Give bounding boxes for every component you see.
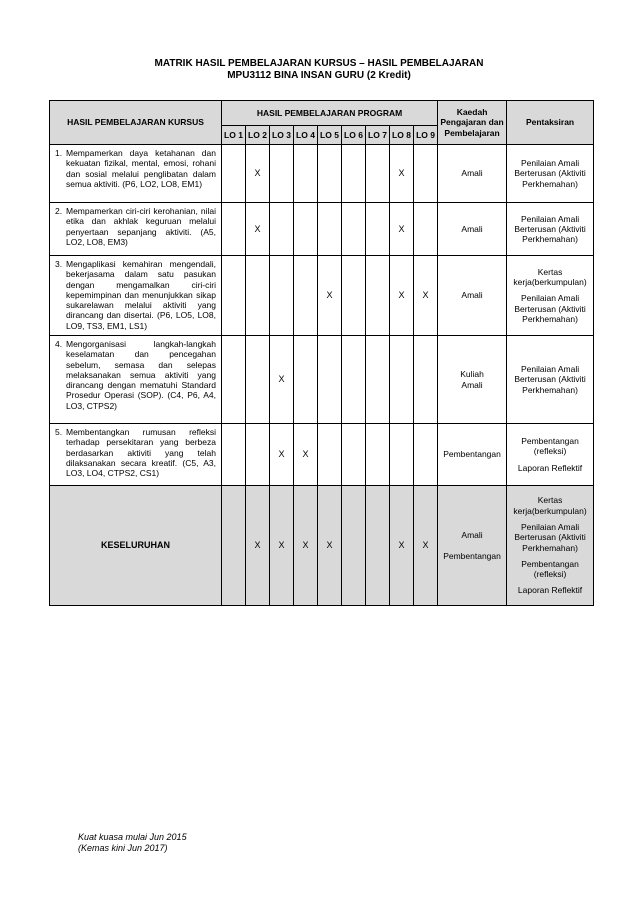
- assessment-item: Penilaian Amali Berterusan (Aktiviti Perkhemahan): [514, 364, 586, 395]
- outcome-number: 1.: [55, 148, 63, 158]
- assessment-cell: [507, 256, 594, 336]
- overall-lo-mark-cell: X: [414, 486, 438, 606]
- header-lo-6: LO 6: [342, 126, 366, 145]
- lo-mark-cell: [294, 336, 318, 424]
- assessment-cell: [507, 145, 594, 203]
- lo-mark-cell: [222, 424, 246, 486]
- assessment-item: Pembentangan (refleksi): [521, 558, 579, 580]
- overall-lo-mark-cell: X: [246, 486, 270, 606]
- outcome-text: Mempamerkan daya ketahanan dan kekuatan fizikal, mental, emosi, rohani dan sosial melalui penglibatan dalam semua aktiviti. (P6, LO2, LO8, EM1): [66, 148, 216, 189]
- lo-mark-cell: [222, 145, 246, 203]
- overall-lo-mark-cell: X: [270, 486, 294, 606]
- lo-mark-cell: [342, 256, 366, 336]
- method-item: Amali: [461, 379, 483, 390]
- assessment-item: Kertas kerja(berkumpulan): [513, 266, 587, 288]
- outcome-number: 4.: [55, 339, 63, 349]
- lo-mark-cell: [294, 203, 318, 256]
- header-course-outcomes: HASIL PEMBELAJARAN KURSUS: [50, 101, 222, 145]
- lo-mark-cell: [414, 203, 438, 256]
- outcome-number: 2.: [55, 206, 63, 216]
- lo-mark-cell: X: [390, 145, 414, 203]
- overall-lo-mark-cell: X: [390, 486, 414, 606]
- header-lo-9: LO 9: [414, 126, 438, 145]
- lo-mark-cell: X: [318, 256, 342, 336]
- lo-mark-cell: [222, 256, 246, 336]
- method-item: Amali: [461, 168, 483, 179]
- method-item: Pembentangan: [443, 550, 501, 561]
- assessment-item: Penilaian Amali Berterusan (Aktiviti Perkhemahan): [514, 521, 586, 553]
- assessment-cell: [507, 203, 594, 256]
- course-outcome-cell: [50, 336, 222, 424]
- lo-mark-cell: [318, 203, 342, 256]
- lo-mark-cell: [390, 424, 414, 486]
- overall-assessment-cell: [507, 486, 594, 606]
- lo-mark-cell: [270, 203, 294, 256]
- teaching-method-cell: [438, 203, 507, 256]
- method-item: Kuliah: [460, 369, 484, 380]
- assessment-cell: [507, 424, 594, 486]
- lo-mark-cell: [318, 336, 342, 424]
- lo-mark-cell: [318, 424, 342, 486]
- method-item: Amali: [461, 290, 483, 301]
- course-outcome-cell: [50, 256, 222, 336]
- document-subtitle: MPU3112 BINA INSAN GURU (2 Kredit): [227, 70, 411, 81]
- lo-mark-cell: X: [390, 203, 414, 256]
- overall-method-cell: [438, 486, 507, 606]
- lo-mark-cell: [366, 336, 390, 424]
- lo-mark-cell: [270, 256, 294, 336]
- course-outcome-cell: [50, 424, 222, 486]
- header-lo-3: LO 3: [270, 126, 294, 145]
- header-assessment: Pentaksiran: [507, 101, 594, 145]
- assessment-item: Laporan Reflektif: [517, 585, 583, 596]
- lo-mark-cell: [366, 424, 390, 486]
- assessment-cell: [507, 336, 594, 424]
- lo-mark-cell: [246, 336, 270, 424]
- lo-mark-cell: X: [414, 256, 438, 336]
- lo-mark-cell: X: [270, 336, 294, 424]
- assessment-item: Laporan Reflektif: [517, 462, 583, 473]
- outcome-text: Mempamerkan ciri-ciri kerohanian, nilai etika dan akhlak keguruan melalui penyertaan sepanjang aktiviti. (A5, LO2, LO8, EM3): [66, 206, 216, 247]
- lo-mark-cell: [414, 145, 438, 203]
- lo-mark-cell: X: [270, 424, 294, 486]
- table-row: [50, 203, 594, 256]
- lo-mark-cell: [222, 336, 246, 424]
- overall-lo-mark-cell: [222, 486, 246, 606]
- teaching-method-cell: [438, 145, 507, 203]
- lo-mark-cell: [246, 424, 270, 486]
- assessment-item: Penilaian Amali Berterusan (Aktiviti Perkhemahan): [514, 158, 586, 189]
- course-outcome-cell: [50, 145, 222, 203]
- overall-lo-mark-cell: [342, 486, 366, 606]
- teaching-method-cell: [438, 256, 507, 336]
- teaching-method-cell: [438, 424, 507, 486]
- lo-mark-cell: [342, 424, 366, 486]
- header-lo-4: LO 4: [294, 126, 318, 145]
- assessment-item: Pembentangan (refleksi): [521, 436, 579, 457]
- method-item: Amali: [461, 223, 483, 234]
- lo-mark-cell: [390, 336, 414, 424]
- lo-mark-cell: [342, 145, 366, 203]
- method-item: Pembentangan: [443, 449, 501, 460]
- lo-mark-cell: [366, 203, 390, 256]
- matrix-body: [50, 145, 594, 606]
- outcome-number: 5.: [55, 427, 63, 437]
- outcome-text: Mengaplikasi kemahiran mengendali, bekerjasama dalam satu pasukan dengan mengamalkan ciri-ciri kepemimpinan dan menunjukkan sikap sukarelawan melalui aktiviti yang dirancang dan disertai. (P6, LO5, LO8, LO9, TS3, EM1, LS1): [66, 259, 216, 331]
- document-title: MATRIK HASIL PEMBELAJARAN KURSUS – HASIL PEMBELAJARAN: [154, 58, 484, 69]
- revision-date-note: (Kemas kini Jun 2017): [78, 843, 168, 853]
- teaching-method-cell: [438, 336, 507, 424]
- lo-mark-cell: X: [246, 203, 270, 256]
- lo-mark-cell: [246, 256, 270, 336]
- lo-mark-cell: [318, 145, 342, 203]
- lo-mark-cell: [414, 336, 438, 424]
- header-lo-5: LO 5: [318, 126, 342, 145]
- outcome-number: 3.: [55, 259, 63, 269]
- assessment-item: Penilaian Amali Berterusan (Aktiviti Perkhemahan): [514, 293, 586, 324]
- table-row: [50, 256, 594, 336]
- lo-mark-cell: X: [246, 145, 270, 203]
- table-row: [50, 336, 594, 424]
- lo-mark-cell: [414, 424, 438, 486]
- header-lo-2: LO 2: [246, 126, 270, 145]
- lo-mark-cell: X: [294, 424, 318, 486]
- assessment-item: Kertas kerja(berkumpulan): [513, 495, 587, 516]
- overall-row: [50, 486, 594, 606]
- overall-lo-mark-cell: [366, 486, 390, 606]
- lo-mark-cell: [294, 256, 318, 336]
- lo-mark-cell: X: [390, 256, 414, 336]
- overall-lo-mark-cell: X: [294, 486, 318, 606]
- outcome-matrix-table: [49, 100, 594, 606]
- header-lo-8: LO 8: [390, 126, 414, 145]
- header-lo-7: LO 7: [366, 126, 390, 145]
- outcome-text: Membentangkan rumusan refleksi terhadap persekitaran yang berbeza berdasarkan aktiviti yang telah dilaksanakan secara kreatif. (C5, A3, LO3, LO4, CTPS2, CS1): [66, 427, 216, 479]
- effective-date-note: Kuat kuasa mulai Jun 2015: [78, 832, 187, 842]
- overall-lo-mark-cell: X: [318, 486, 342, 606]
- table-row: [50, 145, 594, 203]
- header-lo-1: LO 1: [222, 126, 246, 145]
- course-outcome-cell: [50, 203, 222, 256]
- lo-mark-cell: [222, 203, 246, 256]
- lo-mark-cell: [294, 145, 318, 203]
- method-item: Amali: [461, 530, 483, 541]
- table-row: [50, 424, 594, 486]
- header-teaching-method: Kaedah Pengajaran dan Pembelajaran: [438, 101, 507, 145]
- lo-mark-cell: [366, 256, 390, 336]
- lo-mark-cell: [270, 145, 294, 203]
- lo-mark-cell: [366, 145, 390, 203]
- lo-mark-cell: [342, 203, 366, 256]
- outcome-text: Mengorganisasi langkah-langkah keselamatan dan pencegahan sebelum, semasa dan selepas melaksanakan semua aktiviti yang dirancang dengan mematuhi Standard Prosedur Operasi (SOP). (C4, P6, A4, LO3, CTPS2): [66, 339, 216, 411]
- assessment-item: Penilaian Amali Berterusan (Aktiviti Perkhemahan): [514, 213, 586, 245]
- lo-mark-cell: [342, 336, 366, 424]
- header-program-outcomes: HASIL PEMBELAJARAN PROGRAM: [222, 101, 438, 126]
- overall-label: KESELURUHAN: [50, 486, 222, 606]
